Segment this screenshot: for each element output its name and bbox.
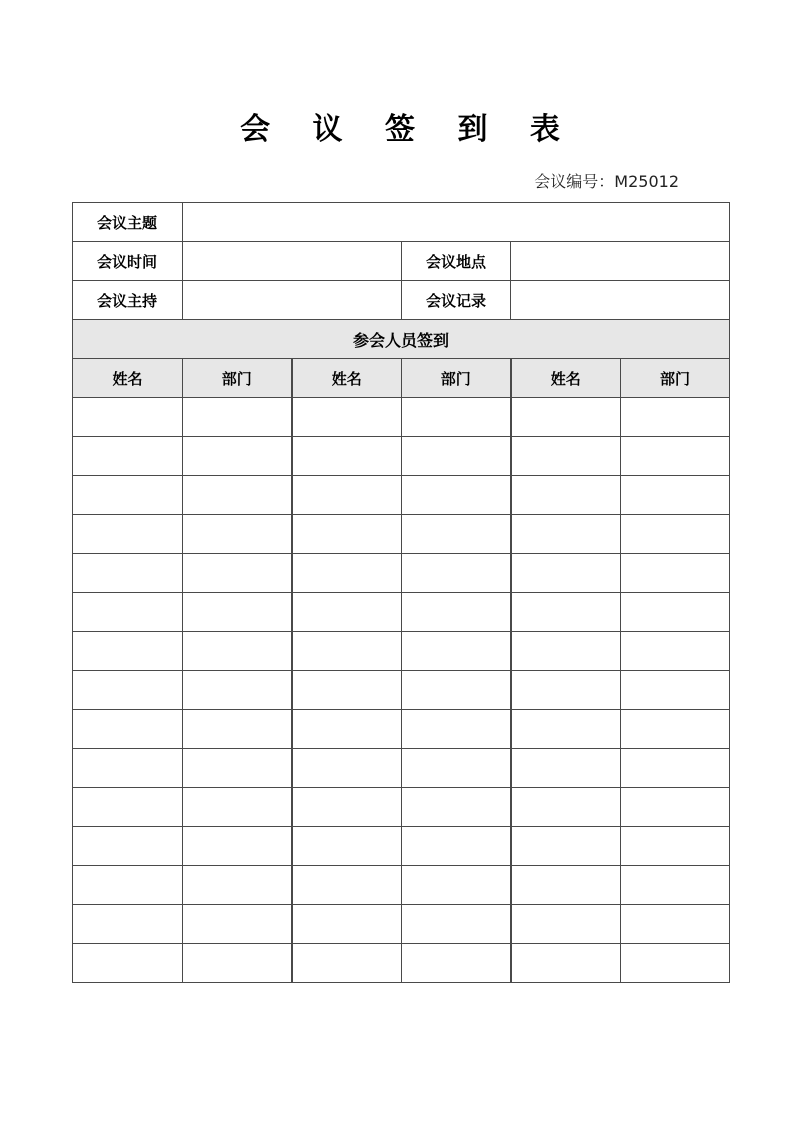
attendee-department-cell[interactable]: [402, 515, 511, 554]
topic-field[interactable]: [183, 203, 730, 242]
column-header-department: 部门: [183, 359, 292, 398]
attendee-name-cell[interactable]: [511, 944, 621, 983]
time-field[interactable]: [183, 242, 402, 281]
attendee-name-cell[interactable]: [73, 749, 183, 788]
attendee-department-cell[interactable]: [621, 476, 730, 515]
attendee-name-cell[interactable]: [73, 437, 183, 476]
attendee-row: [73, 671, 730, 710]
attendee-name-cell[interactable]: [292, 437, 402, 476]
attendee-name-cell[interactable]: [73, 476, 183, 515]
column-header-name: 姓名: [73, 359, 183, 398]
attendee-name-cell[interactable]: [511, 671, 621, 710]
attendee-row: [73, 710, 730, 749]
time-label: 会议时间: [73, 242, 183, 281]
attendee-department-cell[interactable]: [402, 671, 511, 710]
attendees-header-row: [73, 359, 730, 398]
attendee-row: [73, 866, 730, 905]
attendee-name-cell[interactable]: [511, 905, 621, 944]
attendee-name-cell[interactable]: [292, 515, 402, 554]
recorder-label: 会议记录: [402, 281, 511, 320]
attendee-department-cell[interactable]: [402, 944, 511, 983]
attendees-section-row: [73, 320, 730, 359]
attendee-row: [73, 437, 730, 476]
meeting-number: [534, 171, 679, 193]
attendee-department-cell[interactable]: [402, 398, 511, 437]
attendee-name-cell[interactable]: [292, 398, 402, 437]
attendee-name-cell[interactable]: [73, 632, 183, 671]
attendee-name-cell[interactable]: [292, 593, 402, 632]
column-header-department: 部门: [402, 359, 511, 398]
attendee-department-cell[interactable]: [183, 593, 292, 632]
attendee-name-cell[interactable]: [292, 749, 402, 788]
topic-label: 会议主题: [73, 203, 183, 242]
attendee-name-cell[interactable]: [292, 710, 402, 749]
meeting-number-label: 会议编号：: [534, 172, 615, 191]
attendee-department-cell[interactable]: [621, 593, 730, 632]
attendee-department-cell[interactable]: [183, 905, 292, 944]
attendee-department-cell[interactable]: [402, 905, 511, 944]
attendee-name-cell[interactable]: [511, 710, 621, 749]
attendee-department-cell[interactable]: [621, 866, 730, 905]
attendee-department-cell[interactable]: [183, 554, 292, 593]
attendee-row: [73, 476, 730, 515]
attendee-name-cell[interactable]: [511, 593, 621, 632]
time-location-row: [73, 242, 730, 281]
attendee-row: [73, 593, 730, 632]
attendee-department-cell[interactable]: [621, 437, 730, 476]
attendee-name-cell[interactable]: [511, 437, 621, 476]
attendee-name-cell[interactable]: [511, 476, 621, 515]
attendee-name-cell[interactable]: [292, 866, 402, 905]
attendee-name-cell[interactable]: [511, 827, 621, 866]
attendee-name-cell[interactable]: [292, 476, 402, 515]
attendee-name-cell[interactable]: [511, 554, 621, 593]
attendee-department-cell[interactable]: [402, 593, 511, 632]
host-field[interactable]: [183, 281, 402, 320]
attendee-department-cell[interactable]: [402, 788, 511, 827]
attendee-department-cell[interactable]: [183, 710, 292, 749]
attendee-department-cell[interactable]: [621, 944, 730, 983]
attendee-name-cell[interactable]: [292, 944, 402, 983]
topic-row: [73, 203, 730, 242]
attendee-row: [73, 515, 730, 554]
attendee-department-cell[interactable]: [621, 710, 730, 749]
attendee-department-cell[interactable]: [402, 476, 511, 515]
attendee-department-cell[interactable]: [183, 749, 292, 788]
attendee-name-cell[interactable]: [511, 788, 621, 827]
attendee-department-cell[interactable]: [621, 905, 730, 944]
attendee-department-cell[interactable]: [183, 944, 292, 983]
attendee-row: [73, 905, 730, 944]
attendee-department-cell[interactable]: [402, 749, 511, 788]
attendee-department-cell[interactable]: [402, 827, 511, 866]
attendee-department-cell[interactable]: [621, 554, 730, 593]
attendee-name-cell[interactable]: [511, 632, 621, 671]
attendee-department-cell[interactable]: [183, 827, 292, 866]
attendee-department-cell[interactable]: [621, 515, 730, 554]
attendee-department-cell[interactable]: [183, 671, 292, 710]
attendees-section-title: 参会人员签到: [73, 320, 730, 359]
attendee-department-cell[interactable]: [621, 671, 730, 710]
attendee-row: [73, 749, 730, 788]
attendee-name-cell[interactable]: [511, 515, 621, 554]
sign-in-table: [72, 202, 730, 983]
attendee-row: [73, 398, 730, 437]
attendee-department-cell[interactable]: [183, 398, 292, 437]
attendee-department-cell[interactable]: [621, 749, 730, 788]
attendee-name-cell[interactable]: [292, 788, 402, 827]
column-header-name: 姓名: [511, 359, 621, 398]
attendee-name-cell[interactable]: [292, 905, 402, 944]
attendee-name-cell[interactable]: [511, 398, 621, 437]
attendee-row: [73, 788, 730, 827]
attendee-name-cell[interactable]: [511, 749, 621, 788]
column-header-department: 部门: [621, 359, 730, 398]
attendee-row: [73, 827, 730, 866]
attendee-name-cell[interactable]: [73, 554, 183, 593]
attendee-department-cell[interactable]: [183, 437, 292, 476]
attendee-name-cell[interactable]: [73, 827, 183, 866]
attendee-name-cell[interactable]: [292, 827, 402, 866]
attendee-name-cell[interactable]: [73, 905, 183, 944]
attendee-name-cell[interactable]: [73, 398, 183, 437]
attendee-row: [73, 554, 730, 593]
attendee-name-cell[interactable]: [73, 515, 183, 554]
column-header-name: 姓名: [292, 359, 402, 398]
location-label: 会议地点: [402, 242, 511, 281]
attendee-row: [73, 632, 730, 671]
attendee-department-cell[interactable]: [183, 788, 292, 827]
attendee-department-cell[interactable]: [402, 554, 511, 593]
attendee-department-cell[interactable]: [621, 398, 730, 437]
attendee-name-cell[interactable]: [73, 944, 183, 983]
host-label: 会议主持: [73, 281, 183, 320]
location-field[interactable]: [511, 242, 730, 281]
attendee-name-cell[interactable]: [73, 671, 183, 710]
attendee-department-cell[interactable]: [402, 632, 511, 671]
attendee-name-cell[interactable]: [292, 671, 402, 710]
recorder-field[interactable]: [511, 281, 730, 320]
attendee-name-cell[interactable]: [73, 593, 183, 632]
attendee-row: [73, 944, 730, 983]
attendee-department-cell[interactable]: [621, 632, 730, 671]
attendee-name-cell[interactable]: [73, 710, 183, 749]
attendee-name-cell[interactable]: [511, 866, 621, 905]
attendee-department-cell[interactable]: [402, 866, 511, 905]
attendee-name-cell[interactable]: [73, 788, 183, 827]
host-recorder-row: [73, 281, 730, 320]
attendee-department-cell[interactable]: [183, 866, 292, 905]
page-title: 会 议 签 到 表: [240, 112, 576, 147]
attendee-department-cell[interactable]: [183, 515, 292, 554]
attendee-department-cell[interactable]: [402, 437, 511, 476]
attendee-department-cell[interactable]: [402, 710, 511, 749]
meeting-number-value: M25012: [614, 172, 679, 191]
attendee-department-cell[interactable]: [621, 827, 730, 866]
attendee-department-cell[interactable]: [183, 632, 292, 671]
attendee-name-cell[interactable]: [73, 866, 183, 905]
attendee-department-cell[interactable]: [621, 788, 730, 827]
attendee-department-cell[interactable]: [183, 476, 292, 515]
attendee-name-cell[interactable]: [292, 632, 402, 671]
attendee-name-cell[interactable]: [292, 554, 402, 593]
